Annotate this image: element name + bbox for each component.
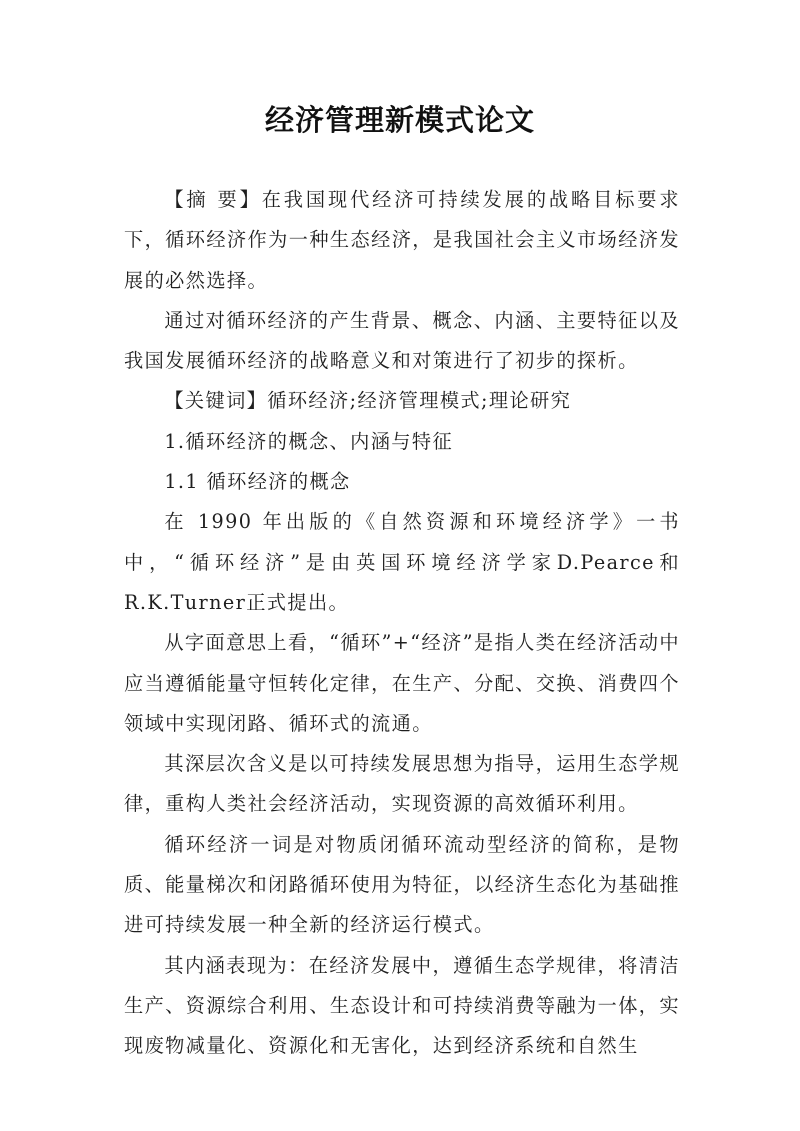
document-title: 经济管理新模式论文 bbox=[264, 103, 535, 137]
body-paragraph: 通过对循环经济的产生背景、概念、内涵、主要特征以及我国发展循环经济的战略意义和对策进行了初步的探析。 bbox=[124, 308, 680, 373]
body-paragraph: 循环经济一词是对物质闭循环流动型经济的简称，是物质、能量梯次和闭路循环使用为特征，以经济生态化为基础推进可持续发展一种全新的经济运行模式。 bbox=[124, 832, 680, 937]
keywords-paragraph: 【关键词】循环经济;经济管理模式;理论研究 bbox=[164, 389, 572, 413]
subsection-heading: 1.1 循环经济的概念 bbox=[164, 470, 351, 494]
body-paragraph: 在 1990 年出版的《自然资源和环境经济学》一书中，“循环经济”是由英国环境经济学家D.Pearce和R.K.Turner正式提出。 bbox=[124, 510, 680, 614]
document-body bbox=[124, 180, 680, 1067]
body-paragraph: 其内涵表现为：在经济发展中，遵循生态学规律，将清洁生产、资源综合利用、生态设计和可持续消费等融为一体，实现废物减量化、资源化和无害化，达到经济系统和自然生 bbox=[124, 953, 680, 1058]
body-paragraph: 从字面意思上看，“循环”+“经济”是指人类在经济活动中应当遵循能量守恒转化定律，在生产、分配、交换、消费四个领域中实现闭路、循环式的流通。 bbox=[124, 631, 680, 735]
abstract-paragraph: 【摘 要】在我国现代经济可持续发展的战略目标要求下，循环经济作为一种生态经济，是我国社会主义市场经济发展的必然选择。 bbox=[124, 188, 680, 292]
section-heading: 1.循环经济的概念、内涵与特征 bbox=[164, 429, 454, 453]
body-paragraph: 其深层次含义是以可持续发展思想为指导，运用生态学规律，重构人类社会经济活动，实现资源的高效循环利用。 bbox=[124, 752, 680, 816]
